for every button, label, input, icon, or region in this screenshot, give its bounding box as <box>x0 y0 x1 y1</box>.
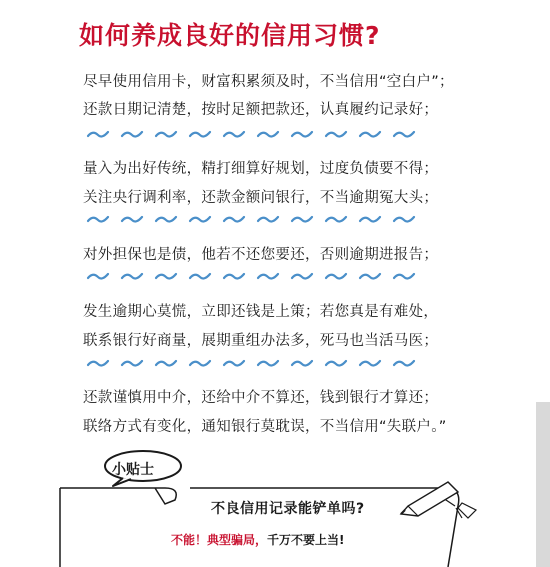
wave-mark <box>190 274 210 278</box>
wave-mark <box>224 217 244 221</box>
wave-divider <box>80 213 430 227</box>
wave-divider-graphic <box>80 128 430 142</box>
tip-line: 量入为出好传统，精打细算好规划，过度负债要不得； <box>83 161 439 177</box>
wave-mark <box>394 361 414 365</box>
wave-mark <box>224 361 244 365</box>
wave-mark <box>326 361 346 365</box>
tip-line: 还款日期记清楚，按时足额把款还，认真履约记录好； <box>83 102 439 118</box>
wave-mark <box>122 361 142 365</box>
wave-divider-graphic <box>80 213 430 227</box>
wave-mark <box>122 274 142 278</box>
wave-mark <box>292 274 312 278</box>
wave-mark <box>156 217 176 221</box>
tip-line: 联系银行好商量，展期重组办法多，死马也当活马医； <box>83 333 439 349</box>
wave-mark <box>292 361 312 365</box>
wave-mark <box>156 274 176 278</box>
wave-mark <box>394 132 414 136</box>
tip-box <box>0 448 550 567</box>
tip-answer-rest: 千万不要上当! <box>267 533 345 547</box>
tip-answer <box>171 531 345 548</box>
wave-mark <box>122 217 142 221</box>
wave-mark <box>326 274 346 278</box>
wave-divider-graphic <box>80 270 430 284</box>
wave-mark <box>360 361 380 365</box>
wave-mark <box>258 361 278 365</box>
tip-line: 尽早使用信用卡，财富积累须及时，不当信用“空白户”； <box>83 74 454 90</box>
wave-mark <box>156 132 176 136</box>
wave-mark <box>88 132 108 136</box>
wave-mark <box>258 217 278 221</box>
tip-line: 关注央行调利率，还款金额问银行，不当逾期冤大头； <box>83 190 439 206</box>
pencil-icon <box>396 478 466 518</box>
wave-mark <box>326 217 346 221</box>
wave-mark <box>88 361 108 365</box>
wave-mark <box>224 274 244 278</box>
tip-badge-label: 小贴士 <box>112 462 154 478</box>
wave-mark <box>88 274 108 278</box>
tip-line: 联络方式有变化，通知银行莫耽误，不当信用“失联户。” <box>83 419 447 435</box>
page-title: 如何养成良好的信用习惯? <box>79 21 381 50</box>
wave-mark <box>190 361 210 365</box>
wave-mark <box>190 217 210 221</box>
tip-line: 发生逾期心莫慌，立即还钱是上策；若您真是有难处， <box>83 304 439 320</box>
wave-mark <box>292 132 312 136</box>
wave-mark <box>190 132 210 136</box>
wave-mark <box>292 217 312 221</box>
wave-mark <box>394 274 414 278</box>
wave-divider <box>80 357 430 371</box>
wave-mark <box>156 361 176 365</box>
wave-divider <box>80 128 430 142</box>
wave-mark <box>224 132 244 136</box>
tip-answer-warning: 不能！典型骗局， <box>171 533 268 547</box>
wave-divider <box>80 270 430 284</box>
wave-mark <box>258 274 278 278</box>
wave-mark <box>394 217 414 221</box>
tip-question: 不良信用记录能铲单吗? <box>211 501 365 517</box>
wave-mark <box>258 132 278 136</box>
wave-mark <box>88 217 108 221</box>
tip-line: 对外担保也是债，他若不还您要还，否则逾期进报告； <box>83 247 439 263</box>
wave-mark <box>326 132 346 136</box>
wave-divider-graphic <box>80 357 430 371</box>
wave-mark <box>360 274 380 278</box>
wave-mark <box>360 217 380 221</box>
wave-mark <box>122 132 142 136</box>
tip-line: 还款谨慎用中介，还给中介不算还，钱到银行才算还； <box>83 390 439 406</box>
wave-mark <box>360 132 380 136</box>
